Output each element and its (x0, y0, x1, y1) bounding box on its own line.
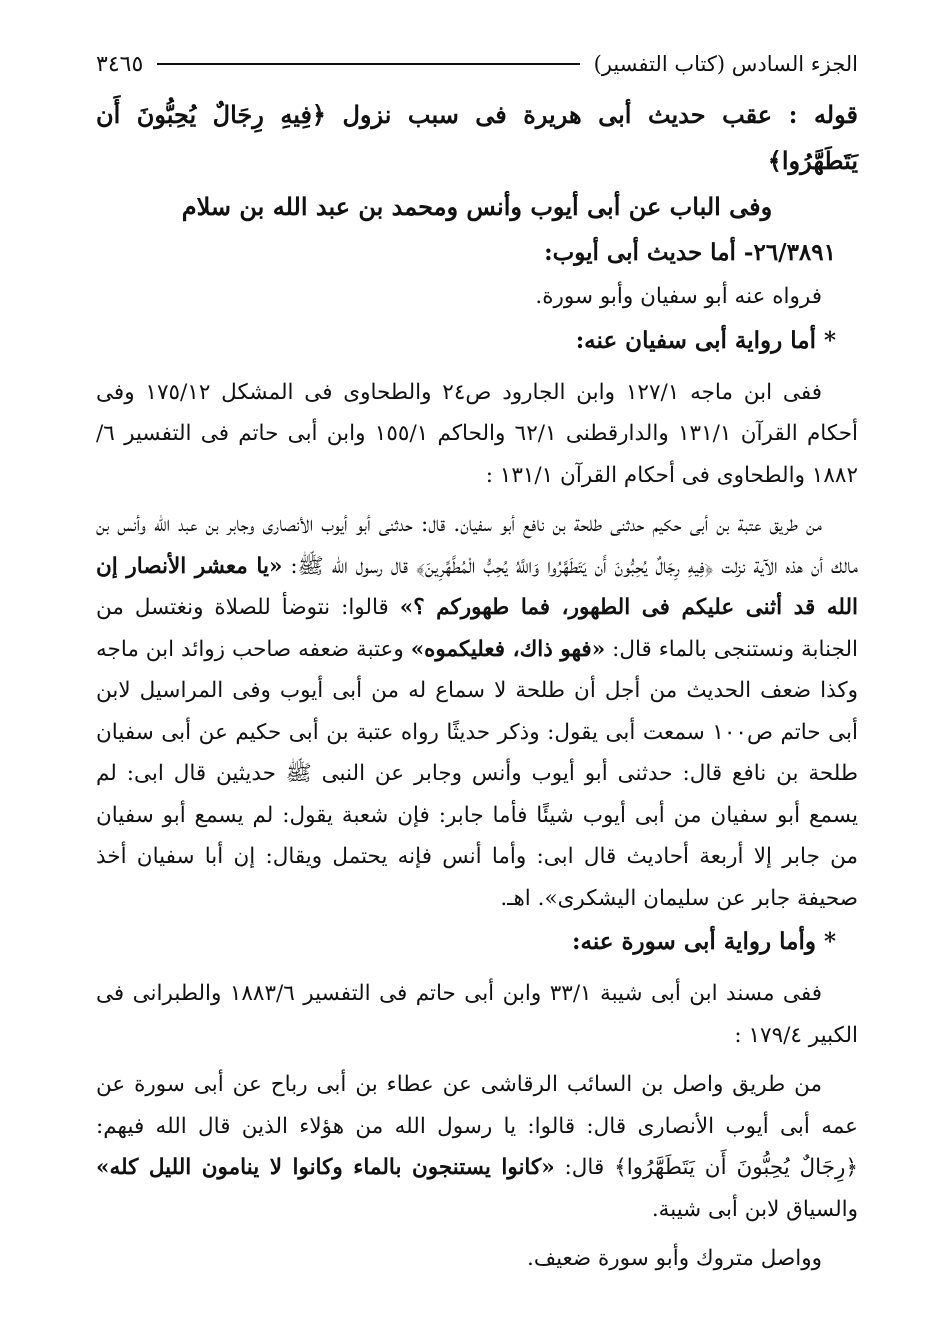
heading-line-2: وفى الباب عن أبى أيوب وأنس ومحمد بن عبد الله بن سلام (181, 192, 773, 221)
section-1-text-a: من طريق عتبة بن أبى حكيم حدثنى طلحة بن نافع أبو سفيان. قال: حدثنى أبو أيوب الأنصارى وجابر بن عبد الله وأنس بن مالك أن هذه الآية نزلت ﴿فِيهِ رِجَالٌ يُحِبُّونَ أَن يَتَطَهَّرُوا وَاللَّهُ يُحِبُّ الْمُطَّهِّرِينَ﴾ قال رسول الله ﷺ: (96, 512, 858, 579)
section-2-title: * وأما رواية أبى سورة عنه: (572, 928, 836, 955)
section-2-quote: «كانوا يستنجون بالماء وكانوا لا ينامون الليل كله» (96, 1155, 555, 1180)
narrators-line: فرواه عنه أبو سفيان وأبو سورة. (535, 284, 822, 309)
section-1-quote-a: «يا معشر الأنصار إن الله قد أثنى عليكم فى الطهور، فما طهوركم ؟» (96, 553, 858, 620)
section-1-sources: ففى ابن ماجه ١٢٧/١ وابن الجارود ص٢٤ والطحاوى فى المشكل ١٧٥/١٢ وفى أحكام القرآن ١٣١/١ والدارقطنى ٦٢/١ والحاكم ١٥٥/١ وابن أبى حاتم فى التفسير ٦/ ١٨٨٢ والطحاوى فى أحكام القرآن ١٣١/١ : (96, 379, 858, 488)
section-2-sources: ففى مسند ابن أبى شيبة ٣٣/١ وابن أبى حاتم فى التفسير ١٨٨٣/٦ والطبرانى فى الكبير ١٧٩/٤ : (96, 981, 858, 1048)
page-number: ٣٤٦٥ (96, 51, 144, 77)
hadith-number: ٢٦/٣٨٩١- أما حديث أبى أيوب: (544, 239, 836, 266)
section-2-text-b: والسياق لابن أبى شيبة. (651, 1196, 858, 1222)
running-header (96, 44, 858, 84)
section-2-text-a: من طريق واصل بن السائب الرقاشى عن عطاء بن أبى رباح عن أبى سورة عن عمه أبى أيوب الأنصارى قال: قالوا: يا رسول الله من هؤلاء الذين قال الله فيهم: ﴿رِجَالٌ يُحِبُّونَ أَن يَتَطَهَّرُوا﴾ قال: (96, 1072, 858, 1180)
header-rule (157, 63, 579, 65)
section-2-text (96, 1064, 858, 1230)
section-1-text-c: وعتبة ضعفه صاحب زوائد ابن ماجه وكذا ضعف الحديث من أجل أن طلحة لا سماع له من أبى أيوب وفى المراسيل لابن أبى حاتم ص١٠٠ سمعت أبى يقول: وذكر حديثًا رواه عتبة بن أبى حكيم عن أبى سفيان طلحة بن نافع قال: حدثنى أبو أيوب وأنس وجابر عن النبى ﷺ حديثين قال ابى: لم يسمع أبو سفيان من أبى أيوب شيئًا فأما جابر: فإن شعبة يقول: لم يسمع أبو سفيان من جابر إلا أربعة أحاديث قال ابى: وأما أنس فإنه يحتمل ويقال: إن أبا سفيان أخذ صحيفة جابر عن سليمان اليشكرى». اهـ. (96, 636, 858, 911)
section-1-title: * أما رواية أبى سفيان عنه: (575, 326, 836, 354)
header-title: الجزء السادس (كتاب التفسير) (593, 52, 858, 76)
section-1-text (96, 504, 858, 919)
heading-line-1: قوله : عقب حديث أبى هريرة فى سبب نزول ﴿فِيهِ رِجَالٌ يُحِبُّونَ أَن يَتَطَهَّرُوا﴾ (96, 100, 858, 175)
section-1-quote-b: «فهو ذاك، فعليكموه» (410, 636, 606, 662)
closing-line: وواصل متروك وأبو سورة ضعيف. (526, 1246, 822, 1271)
section-1-text-b: قالوا: نتوضأ للصلاة ونغتسل من الجنابة ونستنجى بالماء قال: (96, 595, 858, 662)
